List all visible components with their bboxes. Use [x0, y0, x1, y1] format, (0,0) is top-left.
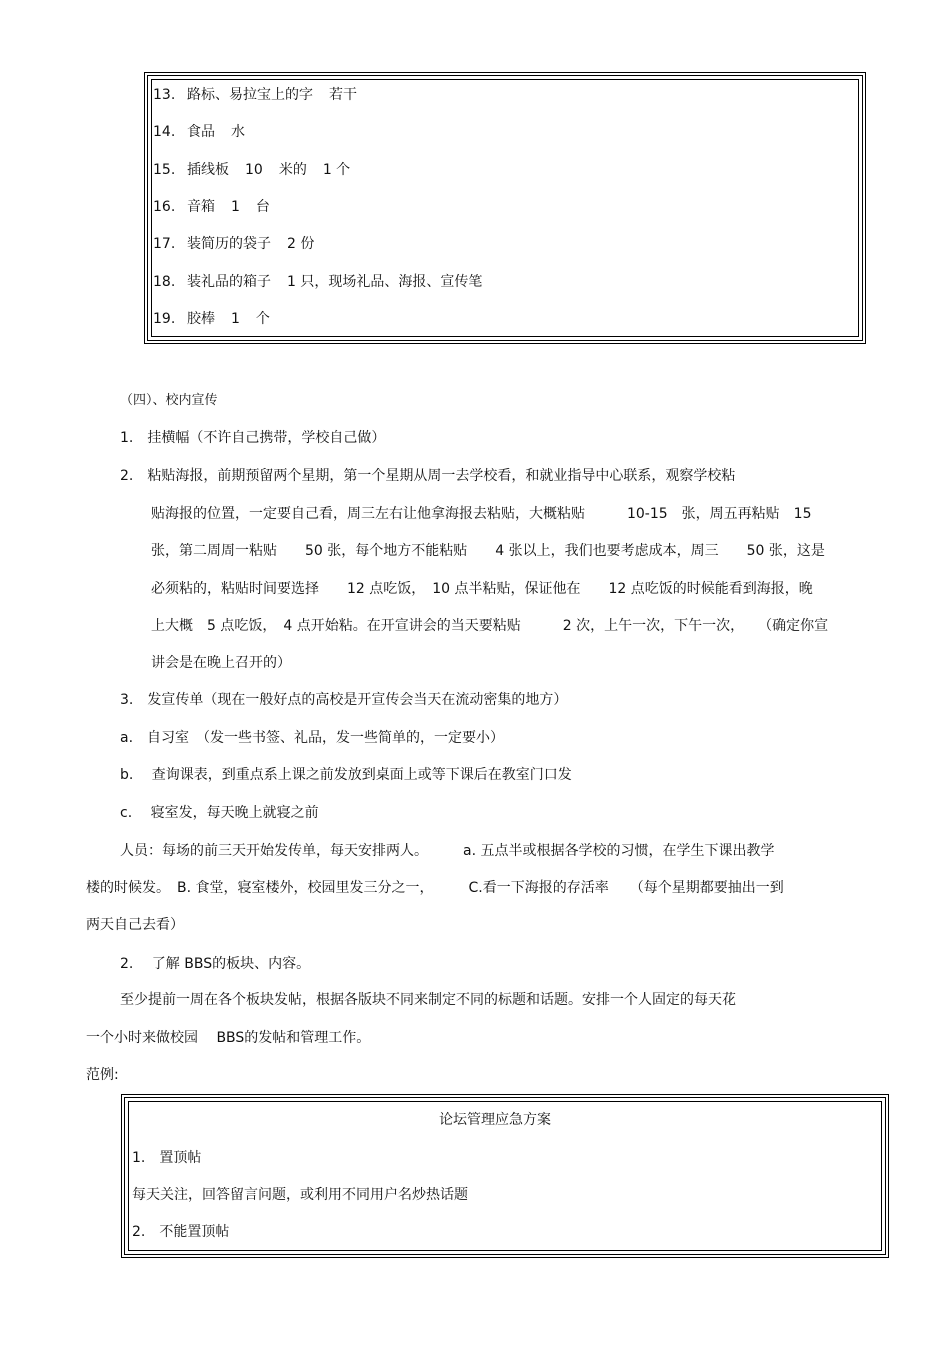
list-item: [153, 309, 286, 329]
list-item-text: 装礼品的箱子: [187, 274, 271, 290]
item-3c: c. 寝室发，每天晚上就寝之前: [120, 805, 319, 821]
item-2-line-5: 上大概 5 点吃饭， 4 点开始粘。在开宣讲会的当天要粘贴 2 次，上午一次，下午一次， （确定你宣: [151, 618, 829, 634]
list-item-text: 装简历的袋子: [187, 236, 271, 252]
item-3b: b. 查询课表，到重点系上课之前发放到桌面上或等下课后在教室门口发: [120, 767, 572, 783]
bbs-line-1: 至少提前一周在各个板块发帖，根据各版块不同来制定不同的标题和话题。安排一个人固定的每天花: [120, 992, 736, 1008]
example-line-1: 1. 置顶帖: [132, 1150, 202, 1166]
bbs-line-2: 一个小时来做校园 BBS的发帖和管理工作。: [86, 1030, 371, 1046]
staff-line-3: 两天自己去看）: [86, 917, 184, 933]
item-3a: a. 自习室 （发一些书签、礼品，发一些简单的，一定要小）: [120, 730, 505, 746]
list-item-text: 台: [255, 199, 270, 215]
list-item-text: 路标、易拉宝上的字: [187, 87, 313, 103]
list-item: [153, 272, 498, 292]
example-line-2: 每天关注，回答留言问题，或利用不同用户名炒热话题: [132, 1187, 468, 1203]
example-label: 范例:: [86, 1067, 119, 1083]
item-2-line-6: 讲会是在晚上召开的）: [151, 655, 291, 671]
list-item-number: 19.: [153, 311, 176, 327]
item-2-line-2: 贴海报的位置，一定要自己看，周三左右让他拿海报去粘贴，大概粘贴 10-15 张，周五再粘贴 15: [151, 506, 812, 522]
list-item-text: 2 份: [287, 236, 315, 252]
list-item-number: 13.: [153, 87, 176, 103]
list-item-text: 个: [255, 311, 270, 327]
list-item-text: 若干: [329, 87, 357, 103]
list-item-text: 1: [231, 199, 240, 215]
list-item-text: 1 只，现场礼品、海报、宣传笔: [287, 274, 483, 290]
section-heading: （四）、校内宣传: [120, 393, 218, 408]
list-item-text: 音箱: [187, 199, 215, 215]
list-item-number: 16.: [153, 199, 176, 215]
list-item-text: 1 个: [322, 162, 351, 178]
list-item-text: 胶棒: [187, 311, 215, 327]
item-2-line-3: 张，第二周周一粘贴 50 张，每个地方不能粘贴 4 张以上，我们也要考虑成本，周三 50 张，这是: [151, 543, 825, 559]
list-item-number: 17.: [153, 236, 176, 252]
list-item: [153, 85, 373, 105]
list-item-text: 插线板: [187, 162, 229, 178]
staff-line-2: 楼的时候发。 B. 食堂，寝室楼外，校园里发三分之一， C.看一下海报的存活率 （每个星期都要抽出一到: [86, 880, 784, 896]
list-item-number: 14.: [153, 124, 176, 140]
item-1: 1. 挂横幅（不许自己携带，学校自己做）: [120, 430, 386, 446]
item-2-line-1: 2. 粘贴海报，前期预留两个星期，第一个星期从周一去学校看，和就业指导中心联系，观察学校粘: [120, 468, 736, 484]
list-item-text: 米的: [278, 162, 307, 178]
staff-line-1: 人员：每场的前三天开始发传单，每天安排两人。 a. 五点半或根据各学校的习惯，在学生下课出教学: [120, 843, 775, 859]
list-item: [153, 122, 261, 142]
item-2-line-4: 必须粘的，粘贴时间要选择 12 点吃饭， 10 点半粘贴，保证他在 12 点吃饭的时候能看到海报，晚: [151, 581, 813, 597]
list-item-text: 食品: [187, 124, 215, 140]
bbs-item: 2. 了解 BBS的板块、内容。: [120, 956, 311, 972]
example-title: 论坛管理应急方案: [439, 1112, 551, 1128]
list-item-number: 18.: [153, 274, 176, 290]
item-3: 3. 发宣传单（现在一般好点的高校是开宣传会当天在流动密集的地方）: [120, 692, 568, 708]
list-item: [153, 197, 286, 217]
list-item-number: 15.: [153, 162, 176, 178]
list-item-text: 10: [245, 162, 263, 178]
list-item-text: 水: [231, 124, 245, 140]
list-item: [153, 234, 330, 254]
list-item: [153, 160, 366, 180]
example-line-3: 2. 不能置顶帖: [132, 1224, 230, 1240]
list-item-text: 1: [231, 311, 240, 327]
